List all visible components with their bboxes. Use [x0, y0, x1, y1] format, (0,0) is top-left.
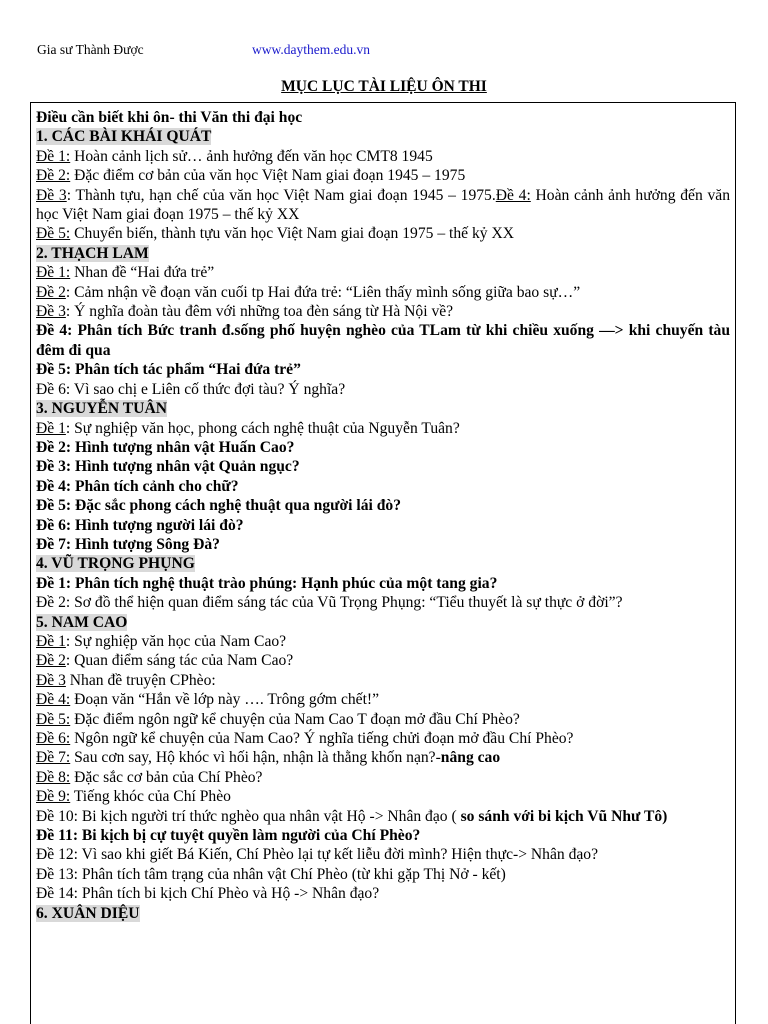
- section-heading-4: [36, 554, 730, 573]
- item-text: Đặc sắc cơ bản của Chí Phèo?: [70, 768, 263, 786]
- item-label: Đề 2: [36, 652, 66, 670]
- toc-item[interactable]: Đề 4: Phân tích Bức tranh đ.sống phố huyện nghèo của TLam từ khi chiều xuống —> khi chuyến tàu đêm đi qua: [36, 322, 730, 359]
- toc-item[interactable]: [36, 710, 730, 729]
- item-label: Đề 2: [36, 283, 66, 301]
- item-text: : Sự nghiệp văn học của Nam Cao?: [65, 632, 287, 650]
- toc-item[interactable]: Đề 3: Hình tượng nhân vật Quản ngục?: [36, 458, 300, 476]
- toc-item[interactable]: [36, 419, 730, 438]
- toc-item[interactable]: [36, 632, 730, 651]
- item-label: Đề 7:: [36, 749, 71, 767]
- section-label: 6. XUÂN DIỆU: [36, 904, 140, 922]
- toc-item[interactable]: [36, 651, 730, 670]
- item-label: Đề 3: [36, 186, 67, 204]
- toc-item[interactable]: [36, 690, 730, 709]
- item-text: Chuyển biến, thành tựu văn học Việt Nam giai đoạn 1975 – thế kỷ XX: [70, 225, 514, 243]
- intro-line: Điều cần biết khi ôn- thi Văn thi đại học: [36, 109, 303, 126]
- section-heading-5: [36, 613, 730, 632]
- item-label: Đề 1:: [36, 147, 71, 165]
- item-label: Đề 1: [36, 632, 66, 650]
- toc-item[interactable]: [36, 768, 730, 787]
- section-heading-3: [36, 399, 730, 418]
- item-label: Đề 3: [36, 303, 66, 321]
- item-text: Ngôn ngữ kể chuyện của Nam Cao? Ý nghĩa tiếng chửi đoạn mở đầu Chí Phèo?: [70, 730, 574, 747]
- content-frame: [30, 102, 736, 1024]
- item-text: : Sự nghiệp văn học, phong cách nghệ thuật của Nguyễn Tuân?: [65, 419, 460, 437]
- item-label: Đề 2:: [36, 167, 71, 185]
- item-text: Sau cơn say, Hộ khóc vì hối hận, nhận là thằng khốn nạn?-: [70, 749, 441, 767]
- toc-item[interactable]: [36, 186, 730, 225]
- toc-item[interactable]: Đề 11: Bi kịch bị cự tuyệt quyền làm người của Chí Phèo?: [36, 827, 421, 845]
- toc-item[interactable]: Đề 4: Phân tích cảnh cho chữ?: [36, 477, 239, 495]
- section-heading-6: [36, 904, 730, 923]
- item-text: Hoàn cảnh lịch sử… ảnh hưởng đến văn học CMT8 1945: [70, 147, 433, 165]
- author-name: Gia sư Thành Được: [37, 42, 144, 57]
- section-label: 5. NAM CAO: [36, 613, 128, 631]
- toc-item[interactable]: [36, 807, 730, 826]
- toc-item[interactable]: Đề 2: Hình tượng nhân vật Huấn Cao?: [36, 438, 295, 456]
- item-text: Đặc điểm ngôn ngữ kể chuyện của Nam Cao T đoạn mở đầu Chí Phèo?: [70, 710, 520, 728]
- item-text: Tiếng khóc của Chí Phèo: [70, 788, 231, 806]
- toc-item[interactable]: Đề 2: Sơ đồ thể hiện quan điểm sáng tác của Vũ Trọng Phụng: “Tiểu thuyết là sự thực ở đời”?: [36, 594, 623, 612]
- item-text: : Cảm nhận về đoạn văn cuối tp Hai đứa trẻ: “Liên thấy mình sống giữa bao sự…”: [65, 283, 581, 301]
- toc-item[interactable]: [36, 729, 730, 748]
- toc-item[interactable]: [36, 166, 730, 185]
- toc-item[interactable]: Đề 6: Vì sao chị e Liên cố thức đợi tàu? Ý nghĩa?: [36, 380, 346, 398]
- toc-item[interactable]: Đề 5: Đặc sắc phong cách nghệ thuật qua người lái đò?: [36, 497, 401, 515]
- toc-item[interactable]: [36, 787, 730, 806]
- toc-item[interactable]: Đề 7: Hình tượng Sông Đà?: [36, 535, 220, 553]
- item-text: : Ý nghĩa đoàn tàu đêm với những toa đèn sáng từ Hà Nội về?: [65, 303, 454, 321]
- section-heading-2: [36, 244, 730, 263]
- section-heading-1: [36, 127, 730, 146]
- toc-item[interactable]: Đề 14: Phân tích bi kịch Chí Phèo và Hộ -> Nhân đạo?: [36, 885, 380, 903]
- page-title: MỤC LỤC TÀI LIỆU ÔN THI: [281, 78, 487, 95]
- toc-item[interactable]: Đề 13: Phân tích tâm trạng của nhân vật Chí Phèo (từ khi gặp Thị Nở - kết): [36, 865, 506, 883]
- website-link[interactable]: www.daythem.edu.vn: [252, 42, 370, 57]
- item-text: Đặc điểm cơ bản của văn học Việt Nam giai đoạn 1945 – 1975: [70, 167, 466, 185]
- item-label: Đề 4:: [495, 186, 531, 204]
- item-label: Đề 1: [36, 419, 66, 437]
- item-label: Đề 4:: [36, 691, 71, 709]
- toc-item[interactable]: [36, 147, 730, 166]
- toc-item[interactable]: Đề 6: Hình tượng người lái đò?: [36, 516, 244, 534]
- toc-item[interactable]: Đề 1: Phân tích nghệ thuật trào phúng: Hạnh phúc của một tang gia?: [36, 574, 498, 592]
- toc-item[interactable]: Đề 5: Phân tích tác phẩm “Hai đứa trẻ”: [36, 361, 301, 379]
- item-text: Đoạn văn “Hắn về lớp này …. Trông gớm chết!”: [70, 691, 380, 709]
- toc-item[interactable]: [36, 302, 730, 321]
- item-text: Nhan đề truyện CPhèo:: [65, 671, 216, 689]
- section-label: 1. CÁC BÀI KHÁI QUÁT: [36, 128, 212, 146]
- item-text: : Quan điểm sáng tác của Nam Cao?: [65, 652, 294, 670]
- toc-item[interactable]: [36, 224, 730, 243]
- item-label: Đề 8:: [36, 768, 71, 786]
- toc-item[interactable]: [36, 748, 730, 767]
- toc-item[interactable]: [36, 263, 730, 282]
- item-text: Nhan đề “Hai đứa trẻ”: [70, 264, 215, 282]
- item-label: Đề 6:: [36, 730, 71, 747]
- item-note: nâng cao: [440, 749, 501, 767]
- section-label: 2. THẠCH LAM: [36, 244, 149, 262]
- item-label: Đề 9:: [36, 788, 71, 806]
- item-text: : Thành tựu, hạn chế của văn học Việt Nam giai đoạn 1945 – 1975.: [66, 186, 496, 204]
- toc-item[interactable]: Đề 12: Vì sao khi giết Bá Kiến, Chí Phèo lại tự kết liễu đời mình? Hiện thực-> Nhân đạo?: [36, 846, 599, 864]
- item-label: Đề 1:: [36, 264, 71, 282]
- item-note: so sánh với bi kịch Vũ Như Tô): [460, 807, 668, 825]
- item-text: Hoàn cảnh ảnh hưởng đến văn học Việt Nam giai đoạn 1975 – thế kỷ XX: [36, 186, 730, 224]
- item-text: Đề 10: Bi kịch người trí thức nghèo qua nhân vật Hộ -> Nhân đạo (: [36, 807, 461, 825]
- toc-item[interactable]: [36, 671, 730, 690]
- item-label: Đề 3: [36, 671, 66, 689]
- page-header: [37, 42, 737, 62]
- item-label: Đề 5:: [36, 225, 71, 243]
- toc-content: [36, 108, 730, 923]
- toc-item[interactable]: [36, 283, 730, 302]
- section-label: 3. NGUYỄN TUÂN: [36, 400, 167, 418]
- section-label: 4. VŨ TRỌNG PHỤNG: [36, 555, 195, 573]
- item-label: Đề 5:: [36, 710, 71, 728]
